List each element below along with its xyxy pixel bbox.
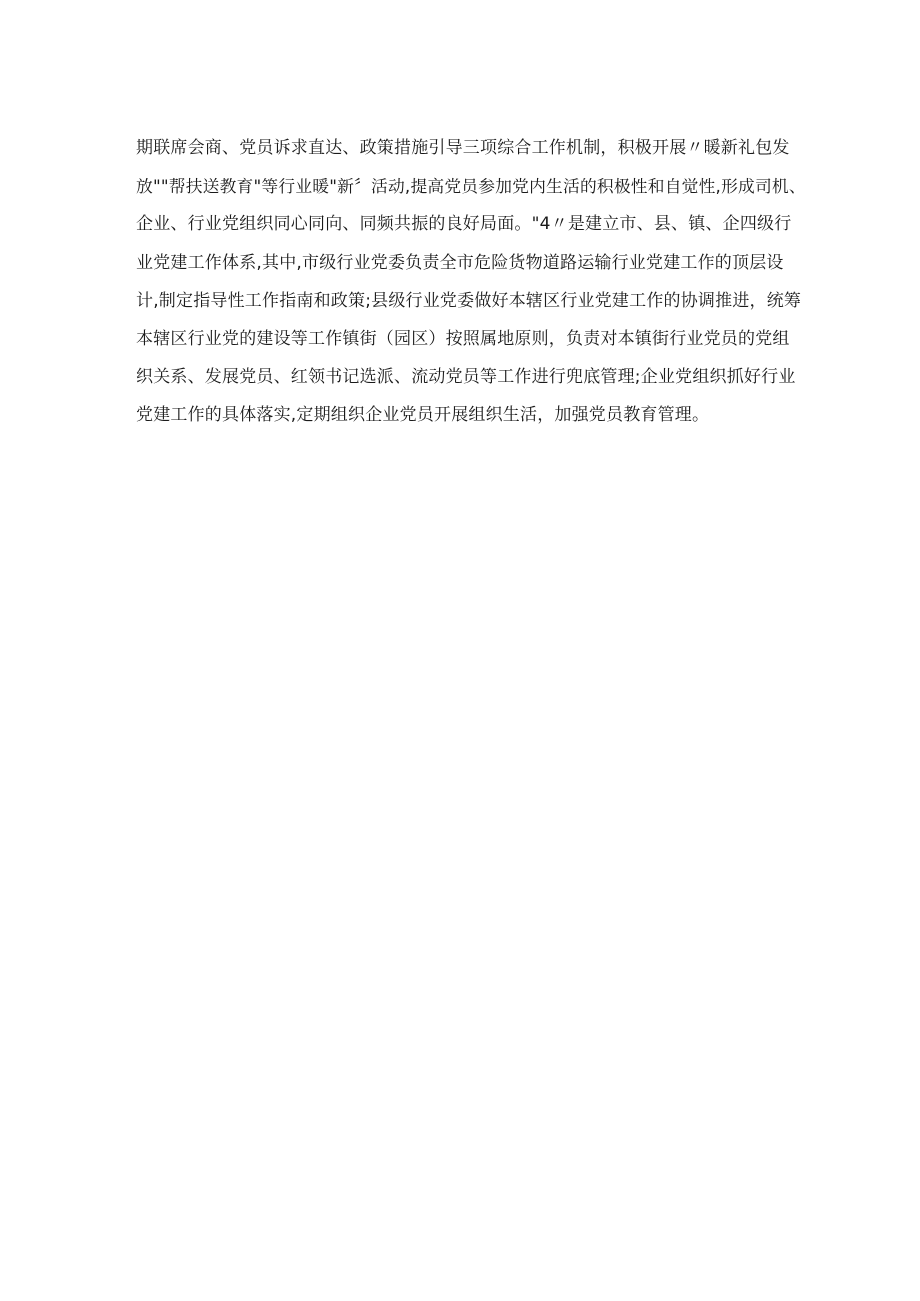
paragraph-line: 计,制定指导性工作指南和政策;县级行业党委做好本辖区行业党建工作的协调推进，统筹 — [136, 290, 802, 311]
paragraph-line: 织关系、发展党员、红领书记选派、流动党员等工作进行兜底管理;企业党组织抓好行业 — [136, 367, 796, 388]
paragraph-line: 党建工作的具体落实,定期组织企业党员开展组织生活，加强党员教育管理。 — [136, 405, 710, 426]
body-paragraph — [136, 129, 806, 435]
paragraph-line: 放""帮扶送教育"等行业暖"新〞活动,提高党员参加党内生活的积极性和自觉性,形成司机、 — [136, 176, 806, 197]
paragraph-line: 业党建工作体系,其中,市级行业党委负责全市危险货物道路运输行业党建工作的顶层设 — [136, 252, 784, 273]
paragraph-line: 本辖区行业党的建设等工作镇街（园区）按照属地原则，负责对本镇街行业党员的党组 — [136, 328, 790, 349]
paragraph-line: 期联席会商、党员诉求直达、政策措施引导三项综合工作机制，积极开展〃暖新礼包发 — [136, 138, 790, 158]
paragraph-line: 企业、行业党组织同心同向、同频共振的良好局面。"4〃是建立市、县、镇、企四级行 — [136, 214, 792, 235]
